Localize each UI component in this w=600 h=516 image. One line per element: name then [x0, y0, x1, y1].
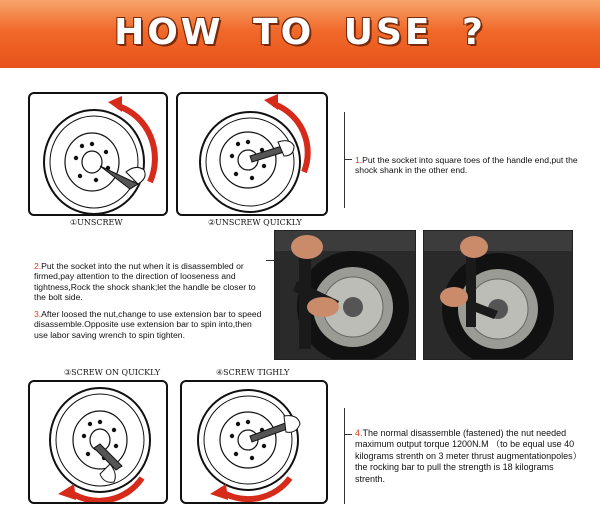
illustration-screw-on-quickly	[28, 380, 168, 504]
divider-line	[344, 434, 352, 435]
wheel-screw-tighly-drawing	[182, 382, 326, 502]
wheel-screw-on-quickly-drawing	[30, 382, 166, 502]
illustration-screw-tighly	[180, 380, 328, 504]
caption-unscrew: ①UNSCREW	[70, 218, 123, 227]
illustration-unscrew	[28, 92, 168, 216]
photo-wrench-on-wheel-1	[274, 230, 416, 360]
step-1-text: 1.Put the socket into square toes of the handle end,put the shock shank in the other end.	[355, 155, 578, 176]
header-banner	[0, 0, 600, 68]
wheel-unscrew-drawing	[30, 94, 166, 214]
photo-wrench-on-wheel-2	[423, 230, 573, 360]
caption-screw-on-quickly: ③SCREW ON QUICKLY	[64, 368, 161, 377]
illustration-unscrew-quickly	[176, 92, 328, 216]
divider-line	[344, 112, 345, 208]
step-4-text: 4.The normal disassemble (fastened) the nut needed maximum output torque 1200N.M （to be equal use 40 kilograms strenth on 3 meter thrust augmentationpoles） the rocking bar to pull the strength is 18 kilograms strenth.	[355, 428, 582, 484]
curved-arrow-icon	[264, 94, 308, 172]
step-3-text: 3.After loosed the nut,change to use extension bar to speed disassemble.Opposite use extension bar to spin into,then use labor saving wrench to spin tighten.	[34, 309, 262, 340]
divider-line	[344, 159, 352, 160]
divider-line	[344, 408, 345, 504]
caption-unscrew-quickly: ②UNSCREW QUICKLY	[208, 218, 302, 227]
wheel-unscrew-quickly-drawing	[178, 94, 326, 214]
step-2-text: 2.Put the socket into the nut when it is disassembled or firmed,pay attention to the direction of looseness and tightness,Rock the shock shank;let the handle be closer to the bolt side.	[34, 261, 256, 303]
divider-line	[266, 260, 274, 261]
caption-screw-tighly: ④SCREW TIGHLY	[216, 368, 290, 377]
page-title: HOW TO USE ?	[114, 12, 486, 53]
